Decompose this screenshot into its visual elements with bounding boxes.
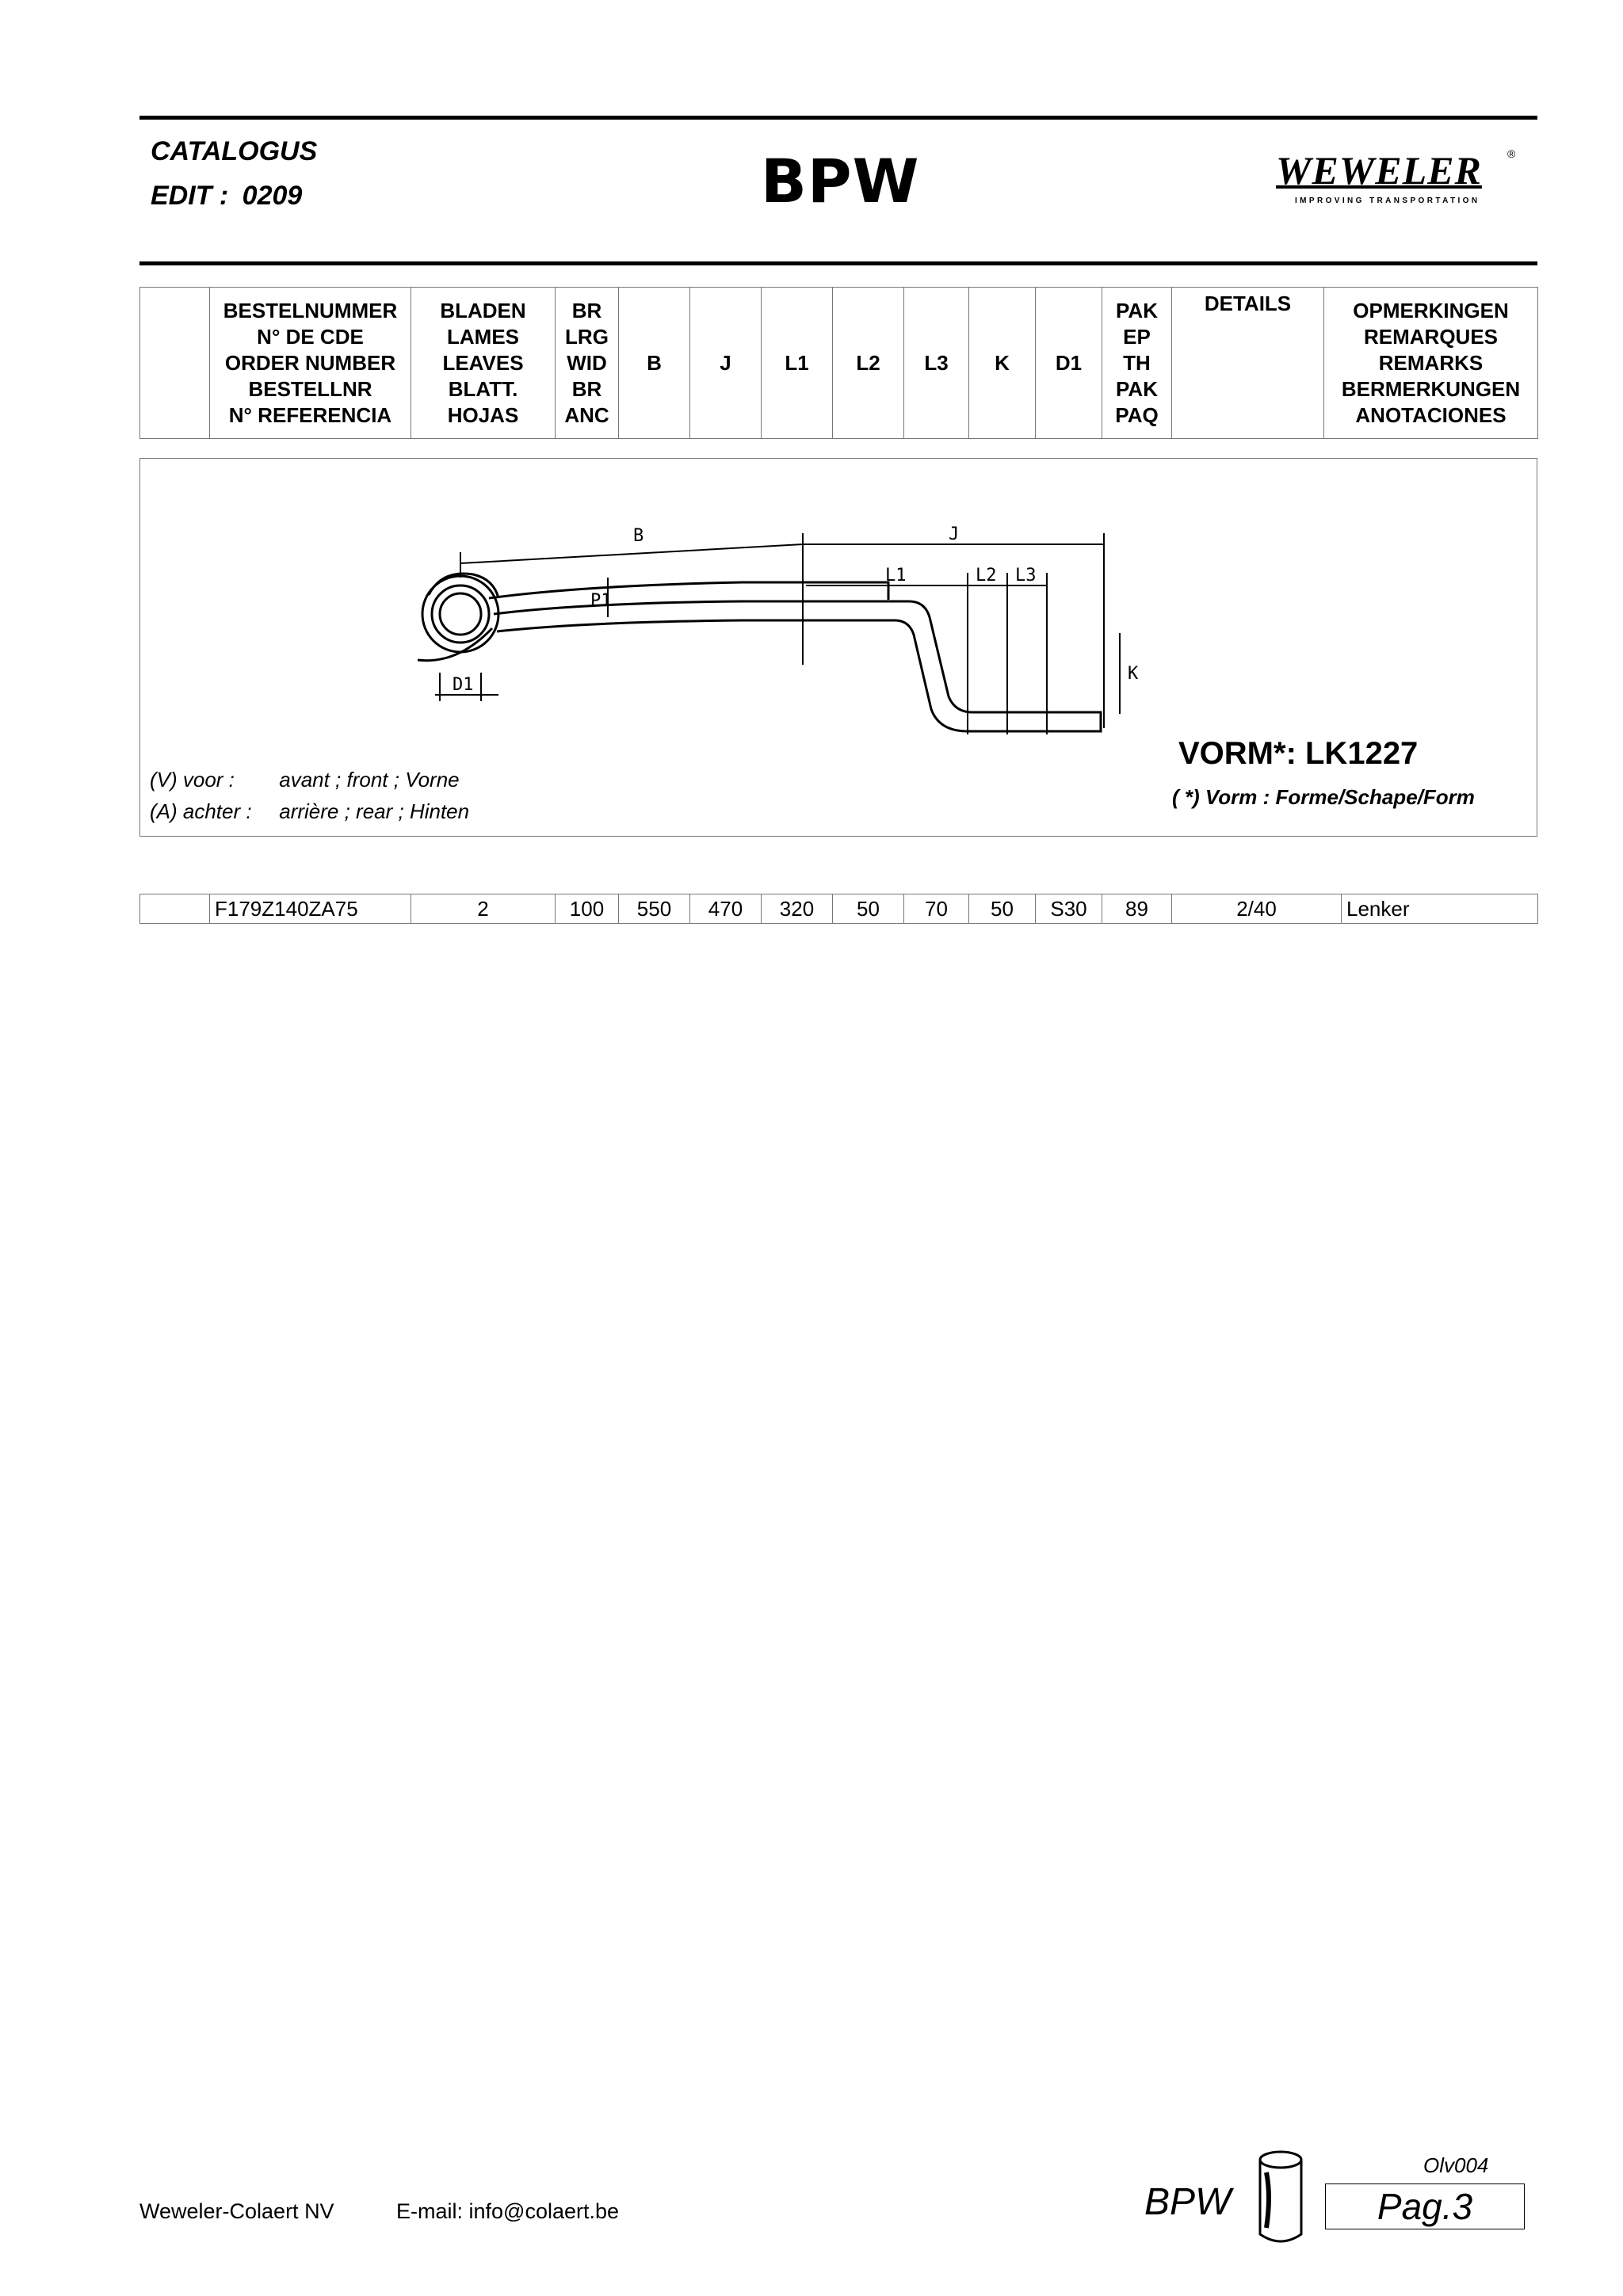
table-row[interactable] bbox=[140, 894, 1538, 924]
col-leaves-line: BLATT. bbox=[448, 376, 518, 401]
cell-j: 470 bbox=[690, 894, 762, 924]
col-order-line: N° REFERENCIA bbox=[228, 402, 392, 427]
col-width-line: BR bbox=[571, 376, 602, 401]
col-leaves-line: LAMES bbox=[447, 324, 519, 349]
col-thickness-line: PAK bbox=[1116, 298, 1158, 322]
legend-front bbox=[150, 768, 460, 792]
col-l1: L1 bbox=[762, 288, 833, 439]
col-leaves-line: LEAVES bbox=[442, 350, 524, 375]
dim-b-line bbox=[460, 544, 803, 563]
col-l3: L3 bbox=[904, 288, 969, 439]
label-b: B bbox=[633, 526, 644, 546]
col-thickness bbox=[1102, 288, 1172, 439]
cell-remarks: Lenker bbox=[1342, 894, 1538, 924]
col-remarks-line: REMARKS bbox=[1378, 350, 1484, 375]
col-remarks-line: REMARQUES bbox=[1363, 324, 1498, 349]
col-d1: D1 bbox=[1036, 288, 1102, 439]
logo-tagline: IMPROVING TRANSPORTATION bbox=[1295, 196, 1480, 205]
legend-front-value: avant ; front ; Vorne bbox=[279, 768, 460, 791]
col-order-line: ORDER NUMBER bbox=[224, 350, 396, 375]
leaf-main-upper bbox=[494, 601, 1101, 731]
col-remarks-line: ANOTACIONES bbox=[1355, 402, 1507, 427]
label-p1: P1 bbox=[590, 591, 612, 611]
col-order-line: BESTELNUMMER bbox=[223, 298, 398, 322]
blank-header-cell bbox=[140, 288, 210, 439]
col-remarks-line: OPMERKINGEN bbox=[1353, 298, 1509, 322]
edit-label-text: EDIT : bbox=[151, 181, 229, 211]
column-header-table bbox=[139, 287, 1538, 439]
cell-l2: 50 bbox=[833, 894, 904, 924]
col-remarks-line: BERMERKUNGEN bbox=[1341, 376, 1521, 401]
col-width-line: LRG bbox=[565, 324, 609, 349]
col-thickness-line: TH bbox=[1123, 350, 1151, 375]
label-l2: L2 bbox=[976, 566, 997, 585]
cell-b: 550 bbox=[619, 894, 690, 924]
col-order-number bbox=[210, 288, 411, 439]
footer-brand: BPW bbox=[1144, 2181, 1232, 2223]
col-remarks bbox=[1324, 288, 1538, 439]
drawing-panel bbox=[139, 458, 1537, 837]
parts-table bbox=[139, 894, 1538, 924]
brand-title: BPW bbox=[761, 146, 920, 216]
label-l1: L1 bbox=[885, 566, 907, 585]
col-width-line: BR bbox=[571, 298, 602, 322]
col-width bbox=[556, 288, 619, 439]
vorm-title: VORM*: LK1227 bbox=[1178, 736, 1419, 771]
cell-leaves: 2 bbox=[411, 894, 556, 924]
col-leaves-line: HOJAS bbox=[447, 402, 519, 427]
logo-registered-mark: ® bbox=[1507, 147, 1516, 160]
cell-l1: 320 bbox=[762, 894, 833, 924]
col-order-line: BESTELLNR bbox=[248, 376, 372, 401]
label-l3: L3 bbox=[1015, 566, 1037, 585]
weweler-logo bbox=[1276, 147, 1522, 211]
cell-d1: S30 bbox=[1036, 894, 1102, 924]
legend-rear bbox=[150, 799, 469, 824]
vorm-subtitle: ( *) Vorm : Forme/Schape/Form bbox=[1172, 785, 1475, 809]
label-k: K bbox=[1128, 664, 1139, 684]
col-thickness-line: EP bbox=[1123, 324, 1151, 349]
cell-k: 50 bbox=[969, 894, 1036, 924]
legend-rear-value: arrière ; rear ; Hinten bbox=[279, 799, 470, 823]
col-j: J bbox=[690, 288, 762, 439]
col-k: K bbox=[969, 288, 1036, 439]
cell-l3: 70 bbox=[904, 894, 969, 924]
col-order-line: N° DE CDE bbox=[257, 324, 364, 349]
catalog-label: CATALOGUS bbox=[151, 136, 318, 166]
footer-page-number: Pag.3 bbox=[1377, 2186, 1473, 2227]
col-thickness-line: PAK bbox=[1116, 376, 1158, 401]
cell-width: 100 bbox=[556, 894, 619, 924]
col-thickness-line: PAQ bbox=[1115, 402, 1159, 427]
legend-rear-key: (A) achter : bbox=[150, 799, 252, 823]
logo-name: WEWELER bbox=[1276, 148, 1482, 193]
leaf-spring-bushing-icon bbox=[1255, 2149, 1306, 2247]
footer-company: Weweler-Colaert NV bbox=[139, 2199, 334, 2223]
footer-page-box bbox=[1325, 2183, 1525, 2229]
col-details: DETAILS bbox=[1172, 288, 1324, 439]
col-leaves-line: BLADEN bbox=[440, 298, 526, 322]
spring-eye-inner bbox=[440, 593, 481, 635]
label-j: J bbox=[949, 524, 960, 544]
cell-details: 2/40 bbox=[1172, 894, 1342, 924]
footer-doc-code: Olv004 bbox=[1423, 2153, 1489, 2177]
col-leaves bbox=[411, 288, 556, 439]
header-bottom-rule bbox=[139, 261, 1537, 265]
col-width-line: ANC bbox=[564, 402, 609, 427]
row-blank-cell bbox=[140, 894, 210, 924]
edit-value: 0209 bbox=[242, 181, 303, 211]
legend-front-key: (V) voor : bbox=[150, 768, 235, 791]
label-d1: D1 bbox=[453, 675, 474, 695]
footer-email: E-mail: info@colaert.be bbox=[396, 2199, 620, 2223]
header-top-rule bbox=[139, 116, 1537, 120]
col-b: B bbox=[619, 288, 690, 439]
edit-label bbox=[151, 181, 302, 212]
col-width-line: WID bbox=[567, 350, 607, 375]
cell-order-number: F179Z140ZA75 bbox=[210, 894, 411, 924]
cell-thickness: 89 bbox=[1102, 894, 1172, 924]
col-l2: L2 bbox=[833, 288, 904, 439]
